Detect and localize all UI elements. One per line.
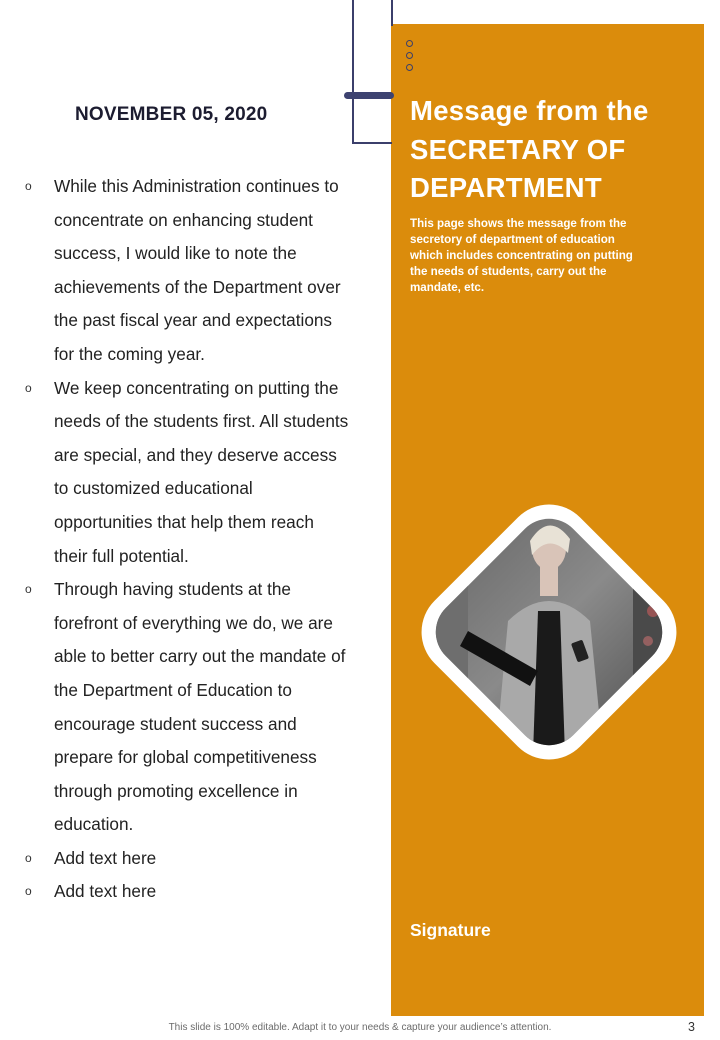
page-number: 3 [688,1020,695,1034]
message-bullet-list [22,170,377,909]
decor-horizontal-line [352,142,392,144]
bullet-marker: o [25,884,32,899]
decor-short-line [391,0,393,26]
bullet-marker: o [25,850,32,865]
dot-icon [406,52,413,59]
list-item: o Add text here [22,842,377,876]
secretary-photo [398,481,700,783]
panel-title: Message from the SECRETARY OF DEPARTMENT [410,95,649,203]
signature-label: Signature [410,920,491,940]
date-heading: NOVEMBER 05, 2020 [75,104,268,125]
bullet-marker: o [25,582,32,597]
list-item: o Add text here [22,875,377,909]
footer-note: This slide is 100% editable. Adapt it to your needs & capture your audience’s attention. [168,1022,552,1033]
decor-vertical-line [352,0,354,144]
dot-icon [406,64,413,71]
bullet-marker: o [25,179,32,193]
panel-description: This page shows the message from the secretory of department of education which includes concentrating on putting the needs of students, carry out the mandate, etc. [410,217,633,294]
list-item: o Through having students at the forefront of everything we do, we are able to better carry out the mandate of the Department of Education to encourage student success and prepare for global competitiveness through promoting excellence in education. [22,573,377,842]
accent-bar [344,92,394,99]
decor-dots [406,40,413,76]
list-item: o We keep concentrating on putting the needs of the students first. All students are special, and they deserve access to customized educational opportunities that help them reach their full potential. [22,372,377,574]
dot-icon [406,40,413,47]
list-item: o While this Administration continues to concentrate on enhancing student success, I would like to note the achievements of the Department over the past fiscal year and expectations for the coming year. [22,170,377,372]
bullet-marker: o [25,380,32,395]
